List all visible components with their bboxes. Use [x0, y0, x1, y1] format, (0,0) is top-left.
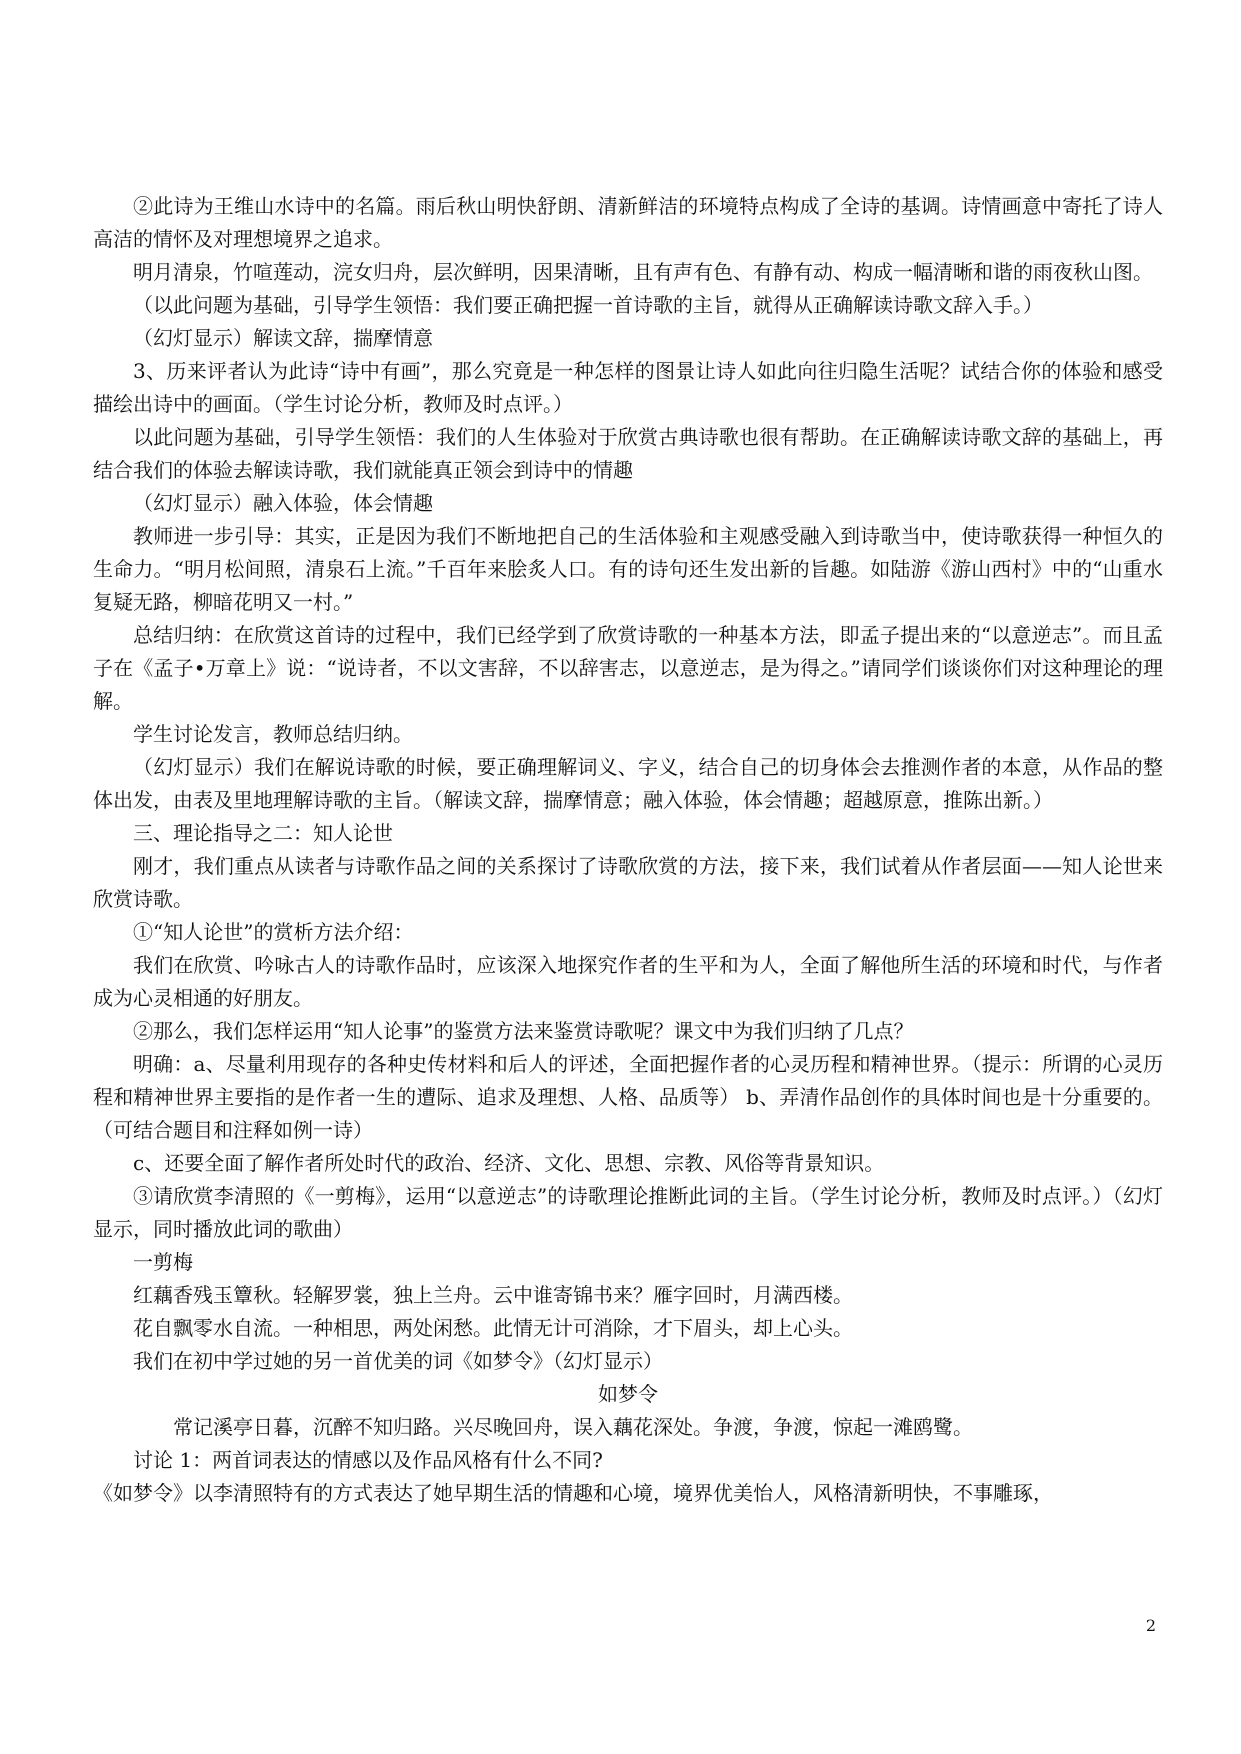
paragraph: 《如梦令》以李清照特有的方式表达了她早期生活的情趣和心境，境界优美怡人，风格清新明快，不事雕琢， [93, 1481, 1053, 1505]
poem-line: 花自飘零水自流。一种相思，两处闲愁。此情无计可消除，才下眉头，却上心头。 [133, 1316, 853, 1340]
paragraph: 学生讨论发言，教师总结归纳。 [133, 722, 413, 746]
paragraph: c、还要全面了解作者所处时代的政治、经济、文化、思想、宗教、风俗等背景知识。 [133, 1151, 885, 1175]
discussion-question: 讨论 1：两首词表达的情感以及作品风格有什么不同? [133, 1448, 603, 1472]
slide-heading: （幻灯显示）融入体验，体会情趣 [133, 491, 433, 515]
paragraph: 教师进一步引导：其实，正是因为我们不断地把自己的生活体验和主观感受融入到诗歌当中，使诗歌获得一种恒久的生命力。“明月松间照，清泉石上流。”千百年来脍炙人口。有的诗句还生发出新的旨趣。如陆游《游山西村》中的“山重水复疑无路，柳暗花明又一村。” [93, 524, 1163, 614]
poem-title: 如梦令 [598, 1382, 658, 1406]
paragraph: ②此诗为王维山水诗中的名篇。雨后秋山明快舒朗、清新鲜洁的环境特点构成了全诗的基调。诗情画意中寄托了诗人高洁的情怀及对理想境界之追求。 [93, 194, 1163, 251]
poem-line: 常记溪亭日暮，沉醉不知归路。兴尽晚回舟，误入藕花深处。争渡，争渡，惊起一滩鸥鹭。 [173, 1415, 973, 1439]
slide-heading: （幻灯显示）解读文辞，揣摩情意 [133, 326, 433, 350]
paragraph: 以此问题为基础，引导学生领悟：我们的人生体验对于欣赏古典诗歌也很有帮助。在正确解读诗歌文辞的基础上，再结合我们的体验去解读诗歌，我们就能真正领会到诗中的情趣 [93, 425, 1163, 482]
section-heading: 三、理论指导之二：知人论世 [133, 821, 393, 845]
paragraph: ①“知人论世”的赏析方法介绍： [133, 920, 414, 944]
poem-title: 一剪梅 [133, 1250, 193, 1274]
paragraph: 明月清泉，竹喧莲动，浣女归舟，层次鲜明，因果清晰，且有声有色、有静有动、构成一幅清晰和谐的雨夜秋山图。 [133, 260, 1153, 284]
paragraph: 明确：a、尽量利用现存的各种史传材料和后人的评述，全面把握作者的心灵历程和精神世界。（提示：所谓的心灵历程和精神世界主要指的是作者一生的遭际、追求及理想、人格、品质等） b、弄清作品创作的具体时间也是十分重要的。（可结合题目和注释如例一诗） [93, 1052, 1163, 1142]
paragraph: 我们在初中学过她的另一首优美的词《如梦令》（幻灯显示） [133, 1349, 663, 1373]
paragraph: 3、历来评者认为此诗“诗中有画”，那么究竟是一种怎样的图景让诗人如此向往归隐生活呢？试结合你的体验和感受描绘出诗中的画面。（学生讨论分析，教师及时点评。） [93, 359, 1163, 416]
page-number: 2 [1145, 1616, 1156, 1635]
paragraph: 刚才，我们重点从读者与诗歌作品之间的关系探讨了诗歌欣赏的方法，接下来，我们试着从作者层面——知人论世来欣赏诗歌。 [93, 854, 1163, 911]
paragraph: （幻灯显示）我们在解说诗歌的时候，要正确理解词义、字义，结合自己的切身体会去推测作者的本意，从作品的整体出发，由表及里地理解诗歌的主旨。（解读文辞，揣摩情意；融入体验，体会情趣；超越原意，推陈出新。） [93, 755, 1163, 812]
paragraph: 我们在欣赏、吟咏古人的诗歌作品时，应该深入地探究作者的生平和为人，全面了解他所生活的环境和时代，与作者成为心灵相通的好朋友。 [93, 953, 1163, 1010]
paragraph: ②那么，我们怎样运用“知人论事”的鉴赏方法来鉴赏诗歌呢？课文中为我们归纳了几点？ [133, 1019, 914, 1043]
paragraph: （以此问题为基础，引导学生领悟：我们要正确把握一首诗歌的主旨，就得从正确解读诗歌文辞入手。） [133, 293, 1043, 317]
poem-line: 红藕香残玉簟秋。轻解罗裳，独上兰舟。云中谁寄锦书来？雁字回时，月满西楼。 [133, 1283, 853, 1307]
paragraph: 总结归纳：在欣赏这首诗的过程中，我们已经学到了欣赏诗歌的一种基本方法，即孟子提出来的“以意逆志”。而且孟子在《孟子•万章上》说：“说诗者，不以文害辞，不以辞害志，以意逆志，是为得之。”请同学们谈谈你们对这种理论的理解。 [93, 623, 1163, 713]
document-body [93, 190, 1163, 1510]
paragraph: ③请欣赏李清照的《一剪梅》，运用“以意逆志”的诗歌理论推断此词的主旨。（学生讨论分析，教师及时点评。）（幻灯显示，同时播放此词的歌曲） [93, 1184, 1163, 1241]
